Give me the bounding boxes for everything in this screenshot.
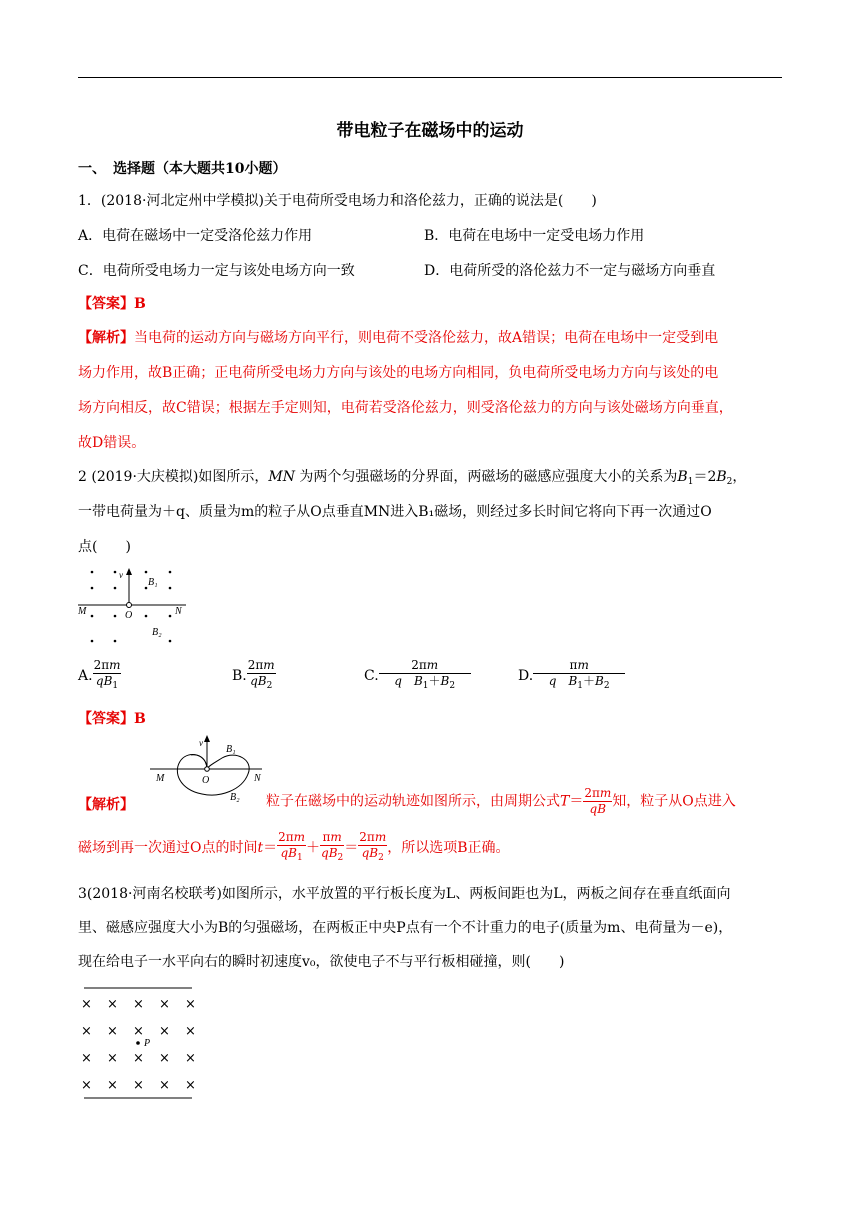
svg-text:×: × (107, 997, 118, 1012)
svg-text:×: × (107, 1078, 118, 1093)
svg-text:v: v (119, 570, 123, 580)
q1-analysis-line-2: 场力作用，故B正确；正电荷所受电场力方向与该处的电场方向相同，负电荷所受电场力方向与该处的电 (78, 365, 719, 381)
q2-stem-line-1: 2 (2019·大庆模拟)如图所示，MN 为两个匀强磁场的分界面，两磁场的磁感应强度大小的关系为$B_1=2B_2$， (78, 469, 747, 487)
svg-text:×: × (81, 1051, 92, 1066)
q1-analysis-line-3: 场方向相反，故C错误；根据左手定则知，电荷若受洛伦兹力，则受洛伦兹力的方向与该处磁场方向垂直， (78, 400, 733, 416)
svg-text:×: × (81, 1024, 92, 1039)
q2-analysis-line-2: 磁场到再一次通过O点的时间t＝ $\frac{2\pi m}{qB_1}$ ＋ $\frac{\pi m}{qB_2}$ ＝ $\frac{2\pi m}{qB_2}$ ，所以选项B正确。 (78, 830, 510, 863)
svg-text:B₁: B₁ (226, 744, 236, 755)
svg-text:B₁: B₁ (148, 577, 158, 588)
header-rule (78, 77, 782, 78)
svg-text:M: M (78, 606, 87, 617)
q2-answer: 【答案】B (78, 711, 146, 727)
q2-option-c: C. $\frac{2\pi m}{q B_1+B_2}$ (364, 658, 471, 694)
svg-text:×: × (133, 1051, 144, 1066)
svg-text:N: N (254, 773, 261, 784)
q2-option-a: A. $\frac{2\pi m}{qB_1}$ (78, 658, 121, 691)
q2-option-d: D. $\frac{\pi m}{q B_1+B_2}$ (518, 658, 625, 694)
svg-text:×: × (107, 1024, 118, 1039)
svg-text:×: × (159, 1051, 170, 1066)
svg-text:O: O (202, 775, 210, 786)
q3-parallel-plates-figure (78, 982, 198, 1102)
q2-magnetic-field-figure (78, 563, 190, 648)
svg-text:×: × (185, 1051, 196, 1066)
svg-text:×: × (133, 997, 144, 1012)
svg-text:×: × (133, 1078, 144, 1093)
svg-text:×: × (107, 1051, 118, 1066)
q2-stem-line-3: 点( ) (78, 539, 131, 555)
svg-text:B₂: B₂ (152, 627, 162, 638)
svg-text:×: × (185, 997, 196, 1012)
q3-stem-line-1: 3(2018·河南名校联考)如图所示，水平放置的平行板长度为L、两板间距也为L，两板之间存在垂直纸面向 (78, 886, 731, 902)
svg-text:M: M (156, 773, 165, 784)
q1-answer: 【答案】B (78, 296, 146, 312)
svg-text:×: × (81, 1078, 92, 1093)
q1-option-d: D．电荷所受的洛伦兹力不一定与磁场方向垂直 (424, 263, 716, 279)
q1-stem: 1．(2018·河北定州中学模拟)关于电荷所受电场力和洛伦兹力，正确的说法是( ) (78, 193, 597, 209)
svg-text:O: O (125, 610, 133, 621)
q2-analysis-label: 【解析】 (78, 797, 134, 813)
q2-analysis-line-1: 粒子在磁场中的运动轨迹如图所示，由周期公式T＝ $\frac{2\pi m}{qB}$ 知，粒子从O点进入 (266, 786, 736, 816)
q2-trajectory-figure (150, 732, 265, 802)
svg-text:×: × (133, 1024, 144, 1039)
svg-text:×: × (185, 1078, 196, 1093)
svg-text:×: × (159, 1078, 170, 1093)
svg-text:×: × (81, 997, 92, 1012)
svg-text:×: × (185, 1024, 196, 1039)
svg-text:N: N (175, 606, 182, 617)
q1-option-a: A．电荷在磁场中一定受洛伦兹力作用 (78, 228, 313, 244)
svg-text:v: v (199, 738, 203, 748)
q2-option-b: B. $\frac{2\pi m}{qB_2}$ (232, 658, 275, 691)
q1-analysis-line-4: 故D错误。 (78, 435, 146, 451)
page-title: 带电粒子在磁场中的运动 (336, 121, 524, 141)
point-p (136, 1041, 140, 1045)
q1-option-c: C．电荷所受电场力一定与该处电场方向一致 (78, 263, 355, 279)
q3-stem-line-3: 现在给电子一水平向右的瞬时初速度v₀，欲使电子不与平行板相碰撞，则( ) (78, 954, 565, 970)
q1-analysis-label: 【解析】 (78, 330, 134, 346)
svg-text:×: × (159, 1024, 170, 1039)
svg-text:P: P (144, 1038, 151, 1049)
section-heading: 一、 选择题（本大题共10小题） (78, 161, 287, 177)
svg-text:×: × (159, 997, 170, 1012)
q2-stem-line-2: 一带电荷量为＋q、质量为m的粒子从O点垂直MN进入B₁磁场，则经过多长时间它将向下再一次通过O (78, 504, 712, 520)
svg-text:B₂: B₂ (230, 792, 240, 802)
field-cross-marks (81, 997, 196, 1093)
q3-stem-line-2: 里、磁感应强度大小为B的匀强磁场，在两板正中央P点有一个不计重力的电子(质量为m、电荷量为－e)， (78, 920, 733, 936)
q1-analysis-line-1: 【解析】当电荷的运动方向与磁场方向平行，则电荷不受洛伦兹力，故A错误；电荷在电场中一定受到电 (78, 330, 719, 346)
q1-option-b: B．电荷在电场中一定受电场力作用 (424, 228, 645, 244)
